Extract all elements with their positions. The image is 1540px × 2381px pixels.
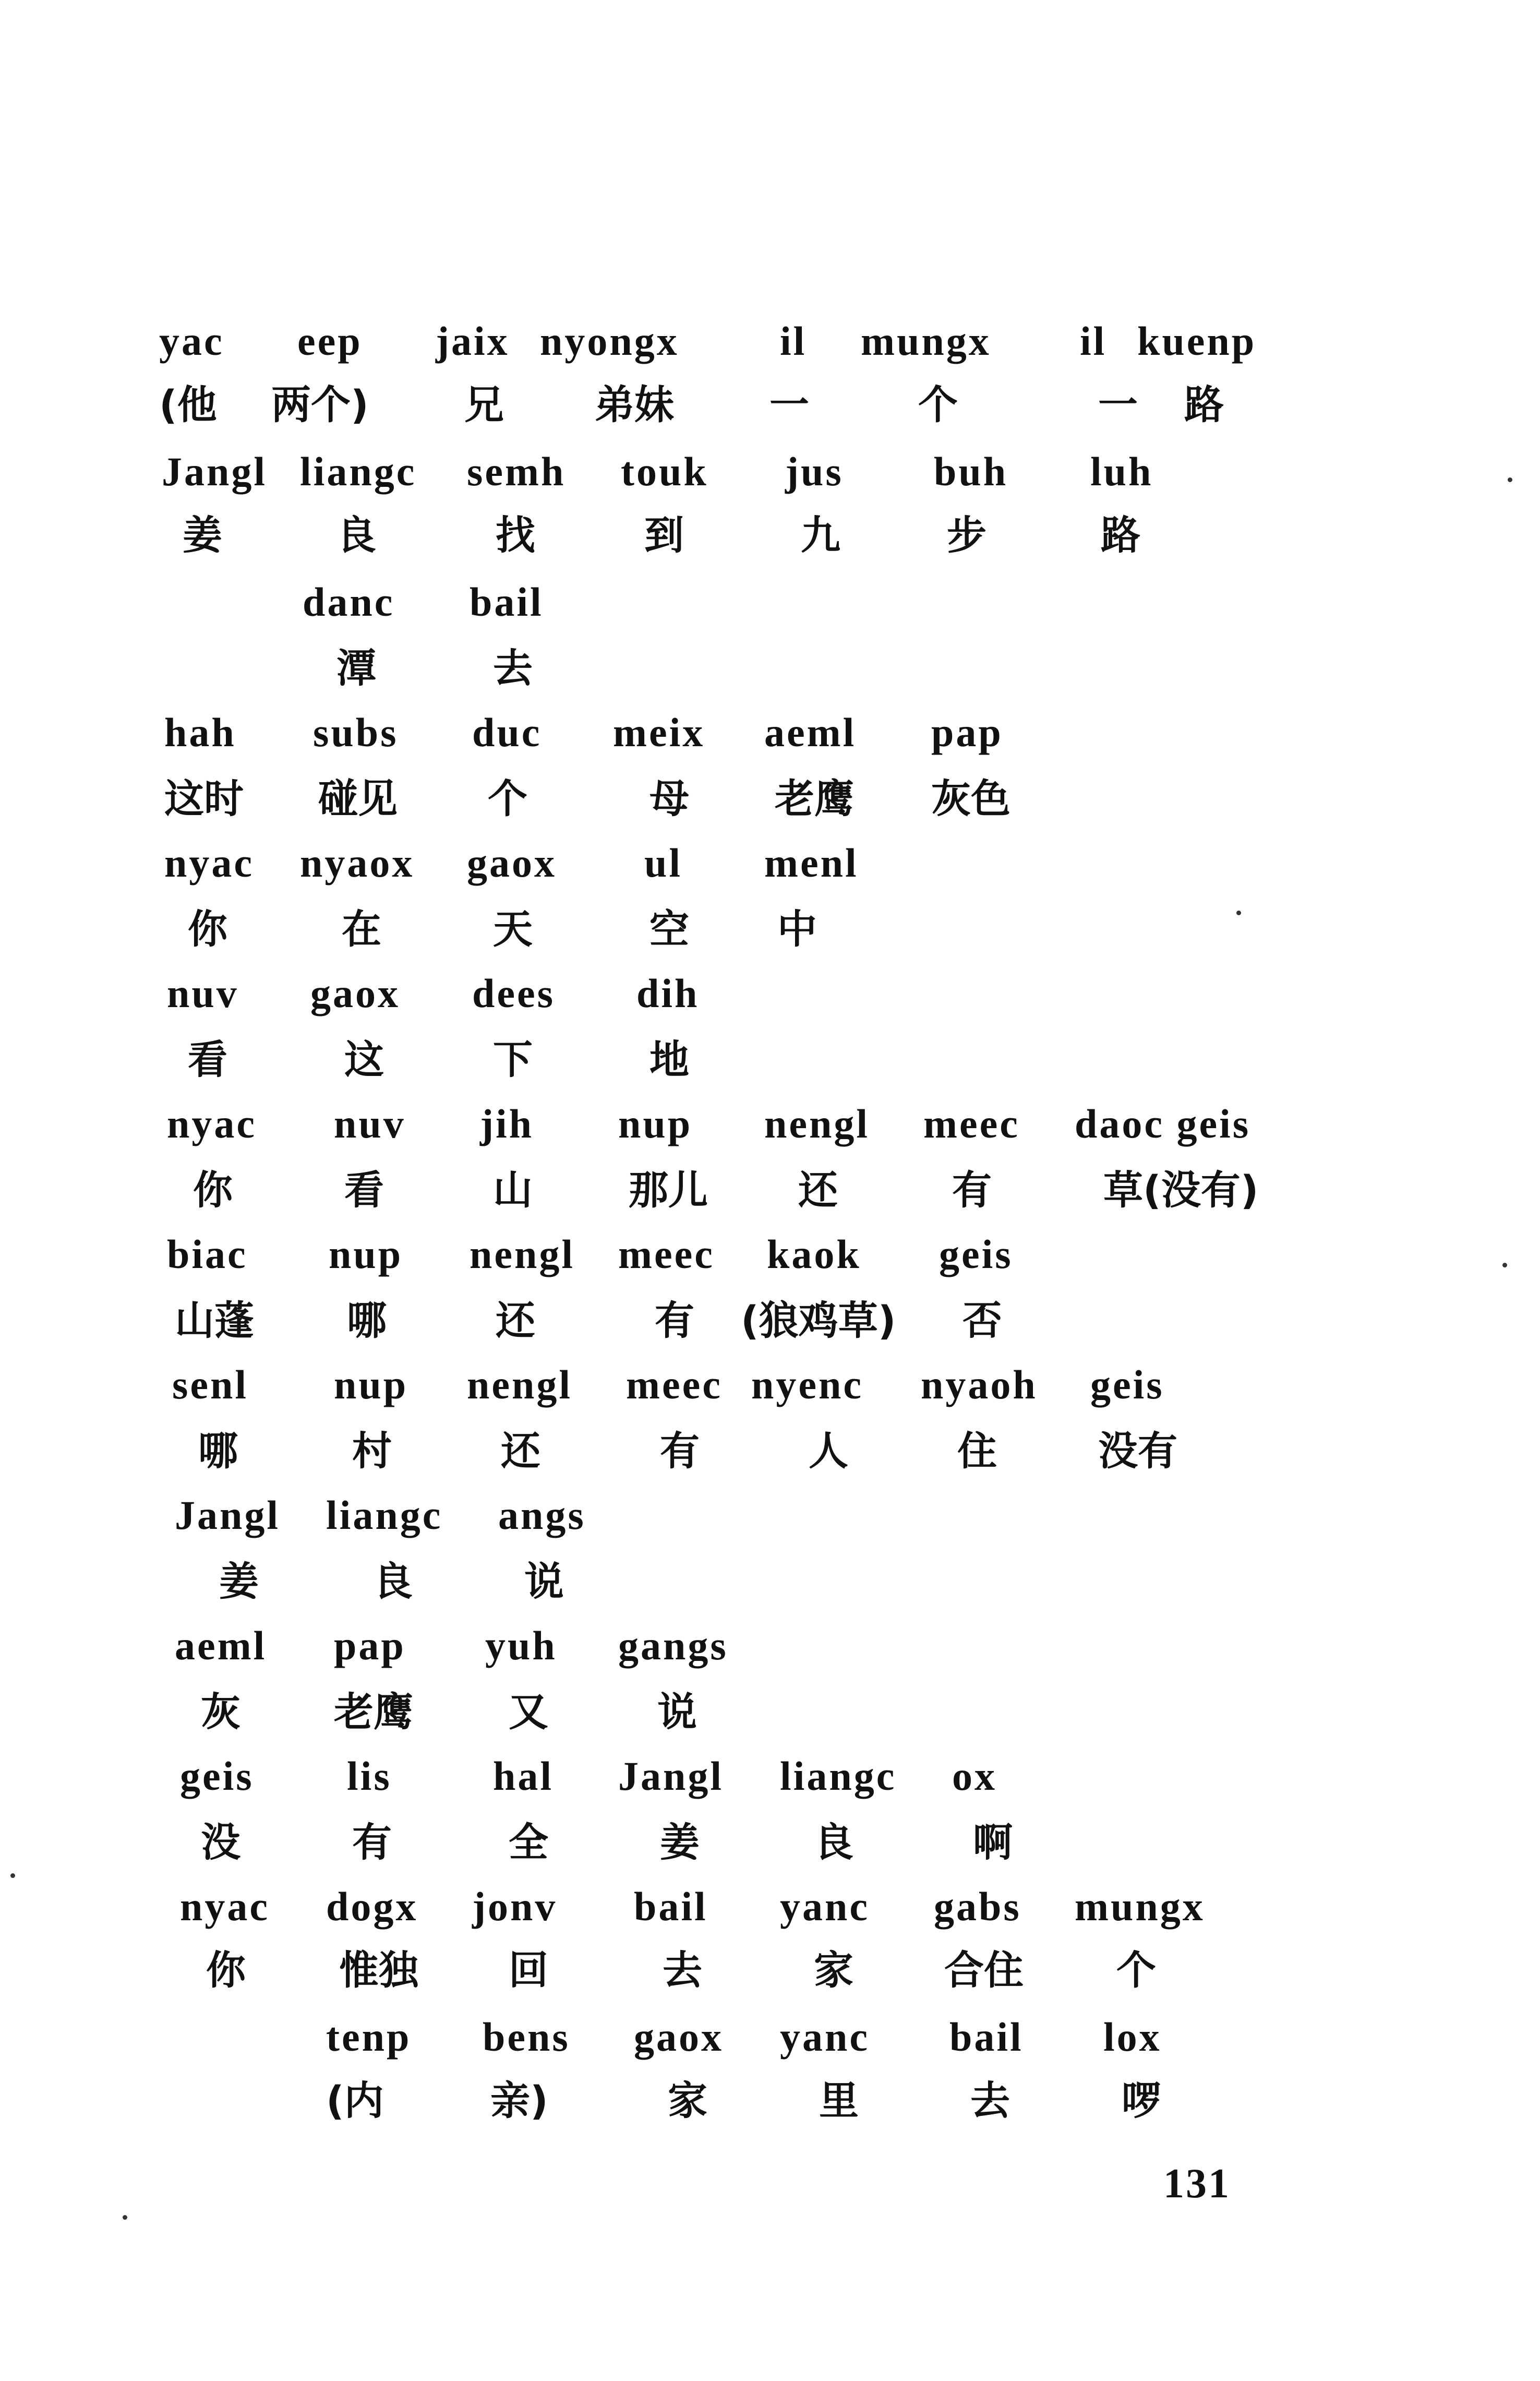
romanized-word: buh <box>934 449 1008 494</box>
romanized-word: hah <box>164 710 236 755</box>
scan-speck <box>10 1873 15 1878</box>
gloss-word: 你 <box>193 1167 233 1213</box>
romanized-word: gabs <box>934 1884 1021 1929</box>
gloss-word: 良 <box>336 512 376 558</box>
gloss-word: 弟妹 <box>595 381 674 428</box>
romanized-word: jih <box>480 1101 534 1146</box>
romanized-word: liangc <box>780 1753 897 1799</box>
gloss-word: 还 <box>798 1167 838 1213</box>
romanized-word: bail <box>634 1884 708 1929</box>
romanized-word: kuenp <box>1137 318 1257 364</box>
gloss-word: 你 <box>206 1947 246 1993</box>
romanized-word: touk <box>621 449 708 494</box>
gloss-word: 潭 <box>336 645 376 691</box>
romanized-word: il <box>780 318 807 364</box>
romanized-line <box>0 1101 1540 1146</box>
gloss-word: 路 <box>1184 381 1224 428</box>
romanized-line <box>0 449 1540 494</box>
romanized-word: Jangl <box>162 449 268 494</box>
gloss-word: 哪 <box>198 1428 238 1474</box>
gloss-word: 两个) <box>271 381 369 428</box>
romanized-word: tenp <box>326 2014 412 2060</box>
romanized-word: hal <box>493 1753 554 1799</box>
romanized-word: nyac <box>164 840 254 886</box>
gloss-word: 中 <box>777 906 817 952</box>
scan-speck <box>123 2215 127 2220</box>
gloss-line <box>0 1428 1540 1474</box>
gloss-word: 有 <box>660 1428 700 1474</box>
romanized-word: daoc geis <box>1075 1101 1251 1146</box>
romanized-word: yanc <box>780 2014 870 2060</box>
romanized-word: pap <box>334 1623 406 1668</box>
gloss-word: 母 <box>649 775 689 822</box>
romanized-word: il <box>1080 318 1107 364</box>
romanized-word: meec <box>626 1362 723 1407</box>
romanized-word: jaix <box>436 318 510 364</box>
gloss-word: 步 <box>947 512 986 558</box>
gloss-word: 个 <box>488 775 527 822</box>
romanized-word: nengl <box>764 1101 870 1146</box>
gloss-word: 良 <box>814 1819 853 1865</box>
gloss-line <box>0 1947 1540 1993</box>
gloss-word: 一 <box>769 381 809 428</box>
page-number: 131 <box>1163 2161 1231 2207</box>
gloss-word: (狼鸡草) <box>741 1297 896 1344</box>
gloss-word: 这 <box>344 1036 384 1083</box>
romanized-word: dogx <box>326 1884 418 1929</box>
romanized-word: luh <box>1090 449 1153 494</box>
romanized-word: Jangl <box>175 1492 281 1538</box>
romanized-word: geis <box>180 1753 254 1799</box>
romanized-word: nuv <box>334 1101 406 1146</box>
romanized-word: jonv <box>472 1884 558 1929</box>
romanized-word: Jangl <box>618 1753 724 1799</box>
gloss-word: 姜 <box>183 512 222 558</box>
romanized-word: mungx <box>1075 1884 1205 1929</box>
gloss-word: 姜 <box>660 1819 700 1865</box>
romanized-word: mungx <box>861 318 991 364</box>
romanized-word: nyac <box>180 1884 270 1929</box>
romanized-word: biac <box>167 1231 248 1277</box>
gloss-word: 住 <box>957 1428 997 1474</box>
gloss-word: 哪 <box>347 1297 387 1344</box>
romanized-word: semh <box>467 449 566 494</box>
gloss-line <box>0 906 1540 952</box>
romanized-word: nengl <box>470 1231 575 1277</box>
gloss-word: 山 <box>493 1167 533 1213</box>
gloss-word: 一 <box>1098 381 1138 428</box>
romanized-word: bens <box>483 2014 570 2060</box>
romanized-word: nup <box>618 1101 693 1146</box>
romanized-word: gangs <box>618 1623 728 1668</box>
gloss-word: 去 <box>493 645 533 691</box>
gloss-word: 九 <box>801 512 840 558</box>
gloss-word: 有 <box>352 1819 392 1865</box>
gloss-word: 里 <box>819 2077 859 2124</box>
gloss-word: 个 <box>918 381 958 428</box>
gloss-word: 村 <box>352 1428 392 1474</box>
gloss-word: 这时 <box>164 775 244 822</box>
romanized-word: dih <box>636 971 700 1016</box>
romanized-word: nengl <box>467 1362 573 1407</box>
romanized-word: yuh <box>485 1623 557 1668</box>
romanized-word: bail <box>470 579 544 625</box>
romanized-word: nyaox <box>300 840 415 886</box>
gloss-word: 还 <box>501 1428 540 1474</box>
romanized-word: duc <box>472 710 542 755</box>
romanized-word: nup <box>334 1362 408 1407</box>
romanized-word: lox <box>1103 2014 1162 2060</box>
romanized-word: aeml <box>175 1623 267 1668</box>
gloss-word: 说 <box>657 1689 697 1735</box>
gloss-word: 路 <box>1101 512 1140 558</box>
gloss-word: 去 <box>970 2077 1010 2124</box>
romanized-word: nyac <box>167 1101 257 1146</box>
gloss-word: 说 <box>524 1558 564 1605</box>
romanized-word: geis <box>939 1231 1013 1277</box>
romanized-word: meix <box>613 710 705 755</box>
romanized-word: nuv <box>167 971 239 1016</box>
romanized-word: yanc <box>780 1884 870 1929</box>
romanized-word: kaok <box>767 1231 861 1277</box>
romanized-word: subs <box>313 710 399 755</box>
romanized-word: meec <box>923 1101 1020 1146</box>
romanized-word: senl <box>172 1362 249 1407</box>
romanized-word: geis <box>1090 1362 1164 1407</box>
gloss-line <box>0 1689 1540 1735</box>
gloss-word: 找 <box>496 512 535 558</box>
gloss-word: 没有 <box>1098 1428 1177 1474</box>
romanized-line <box>0 1884 1540 1929</box>
gloss-word: 亲) <box>490 2077 548 2124</box>
gloss-word: 全 <box>509 1819 548 1865</box>
romanized-word: lis <box>347 1753 392 1799</box>
gloss-word: 地 <box>649 1036 689 1083</box>
gloss-word: 啊 <box>973 1819 1013 1865</box>
gloss-word: 那儿 <box>629 1167 708 1213</box>
gloss-word: 看 <box>188 1036 227 1083</box>
gloss-word: 家 <box>668 2077 707 2124</box>
romanized-word: meec <box>618 1231 715 1277</box>
romanized-word: menl <box>764 840 859 886</box>
gloss-word: 兄 <box>464 381 504 428</box>
gloss-word: 又 <box>509 1689 548 1735</box>
gloss-word: (他 <box>159 381 217 428</box>
gloss-word: 老鹰 <box>775 775 854 822</box>
romanized-line <box>0 1362 1540 1407</box>
romanized-word: gaox <box>634 2014 724 2060</box>
gloss-word: 灰 <box>201 1689 240 1735</box>
gloss-word: 灰色 <box>931 775 1010 822</box>
scan-speck <box>1502 1263 1507 1267</box>
romanized-word: ox <box>952 1753 997 1799</box>
gloss-word: 啰 <box>1122 2077 1161 2124</box>
gloss-word: 回 <box>509 1947 548 1993</box>
romanized-word: jus <box>785 449 844 494</box>
romanized-word: eep <box>297 318 363 364</box>
gloss-word: 碰见 <box>318 775 398 822</box>
gloss-word: (内 <box>326 2077 384 2124</box>
romanized-word: nyaoh <box>921 1362 1038 1407</box>
gloss-word: 还 <box>496 1297 535 1344</box>
gloss-word: 惟独 <box>339 1947 418 1993</box>
gloss-word: 去 <box>663 1947 702 1993</box>
romanized-word: yac <box>159 318 224 364</box>
gloss-word: 你 <box>188 906 227 952</box>
romanized-word: angs <box>498 1492 586 1538</box>
romanized-word: liangc <box>326 1492 443 1538</box>
gloss-word: 人 <box>809 1428 848 1474</box>
romanized-word: liangc <box>300 449 417 494</box>
gloss-word: 有 <box>655 1297 694 1344</box>
romanized-word: ul <box>644 840 683 886</box>
romanized-word: aeml <box>764 710 857 755</box>
gloss-word: 没 <box>201 1819 240 1865</box>
gloss-word: 合住 <box>944 1947 1024 1993</box>
romanized-line <box>0 1623 1540 1668</box>
gloss-word: 在 <box>342 906 381 952</box>
romanized-word: gaox <box>467 840 557 886</box>
gloss-word: 姜 <box>219 1558 259 1605</box>
scan-speck <box>1236 911 1241 915</box>
romanized-word: nyenc <box>751 1362 863 1407</box>
gloss-word: 家 <box>814 1947 853 1993</box>
romanized-line <box>0 710 1540 755</box>
gloss-word: 草(没有) <box>1103 1167 1259 1213</box>
gloss-word: 山蓬 <box>175 1297 254 1344</box>
scan-speck <box>1508 477 1512 482</box>
gloss-word: 下 <box>493 1036 533 1083</box>
gloss-word: 到 <box>644 512 684 558</box>
gloss-word: 天 <box>493 906 533 952</box>
romanized-word: bail <box>949 2014 1024 2060</box>
gloss-word: 有 <box>952 1167 992 1213</box>
romanized-word: gaox <box>310 971 400 1016</box>
gloss-word: 良 <box>373 1558 413 1605</box>
gloss-word: 否 <box>962 1297 1002 1344</box>
gloss-word: 老鹰 <box>334 1689 413 1735</box>
gloss-word: 空 <box>649 906 689 952</box>
romanized-word: danc <box>303 579 395 625</box>
gloss-word: 个 <box>1116 1947 1156 1993</box>
gloss-line <box>0 1167 1540 1213</box>
romanized-line <box>0 971 1540 1016</box>
gloss-line <box>0 381 1540 428</box>
romanized-word: nup <box>329 1231 403 1277</box>
gloss-word: 看 <box>344 1167 384 1213</box>
romanized-word: pap <box>931 710 1003 755</box>
gloss-line <box>0 512 1540 558</box>
romanized-word: dees <box>472 971 555 1016</box>
romanized-word: nyongx <box>540 318 679 364</box>
